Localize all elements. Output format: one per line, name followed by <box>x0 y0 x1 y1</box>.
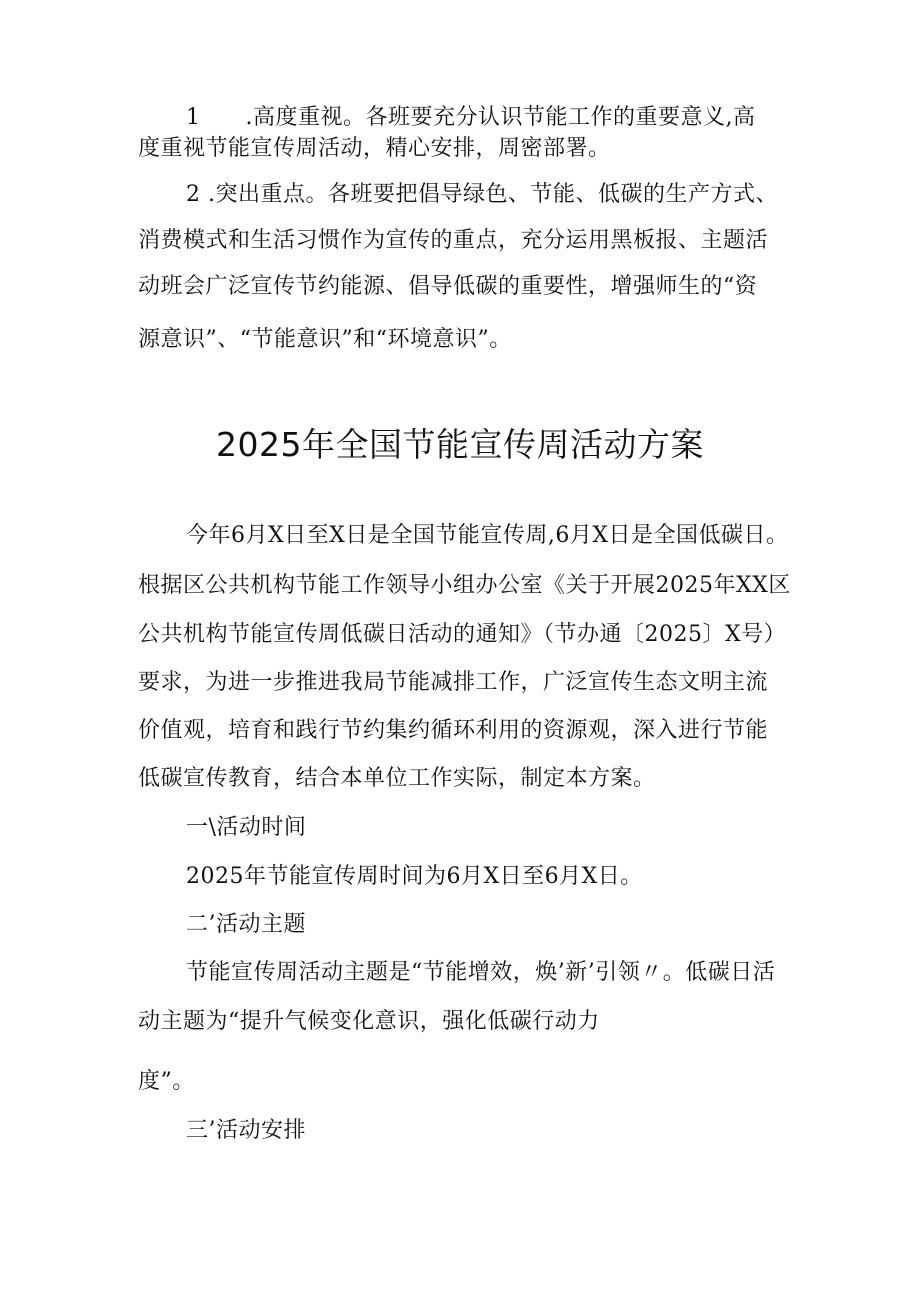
paragraph-line: 公共机构节能宣传周低碳日活动的通知》（节办通〔2025〕X号） <box>138 622 787 647</box>
paragraph-line: 动主题为“提升气候变化意识，强化低碳行动力 <box>138 1009 600 1034</box>
section-heading: 二’活动主题 <box>186 912 306 937</box>
paragraph-line: 度”。 <box>138 1069 195 1094</box>
paragraph-line: 1 .高度重视。各班要充分认识节能工作的重要意义,高 <box>186 105 756 130</box>
paragraph-line: 2 .突出重点。各班要把倡导绿色、节能、低碳的生产方式、 <box>186 182 778 207</box>
section-heading: 三’活动安排 <box>186 1118 306 1143</box>
paragraph-line: 今年6月X日至X日是全国节能宣传周,6月X日是全国低碳日。 <box>186 523 789 548</box>
paragraph-line: 节能宣传周活动主题是“节能增效，焕’新’引领〃。低碳日活 <box>186 960 776 985</box>
paragraph-line: 根据区公共机构节能工作领导小组办公室《关于开展2025年XX区 <box>138 573 791 598</box>
paragraph-line: 消费模式和生活习惯作为宣传的重点，充分运用黑板报、主题活 <box>138 228 769 253</box>
paragraph-line: 价值观，培育和践行节约集约循环利用的资源观，深入进行节能 <box>138 718 769 743</box>
paragraph-line: 源意识”、“节能意识”和“环境意识”。 <box>138 327 512 352</box>
section-heading: 一\活动时间 <box>186 815 307 840</box>
paragraph-line: 低碳宣传教育，结合本单位工作实际，制定本方案。 <box>138 766 656 791</box>
document-title: 2025年全国节能宣传周活动方案 <box>216 425 704 464</box>
paragraph-line: 要求，为进一步推进我局节能减排工作，广泛宣传生态文明主流 <box>138 670 769 695</box>
paragraph-line: 2025年节能宣传周时间为6月X日至6月X日。 <box>186 864 643 889</box>
paragraph-line: 动班会广泛宣传节约能源、倡导低碳的重要性，增强师生的“资 <box>138 274 758 299</box>
paragraph-line: 度重视节能宣传周活动，精心安排，周密部署。 <box>138 136 611 161</box>
